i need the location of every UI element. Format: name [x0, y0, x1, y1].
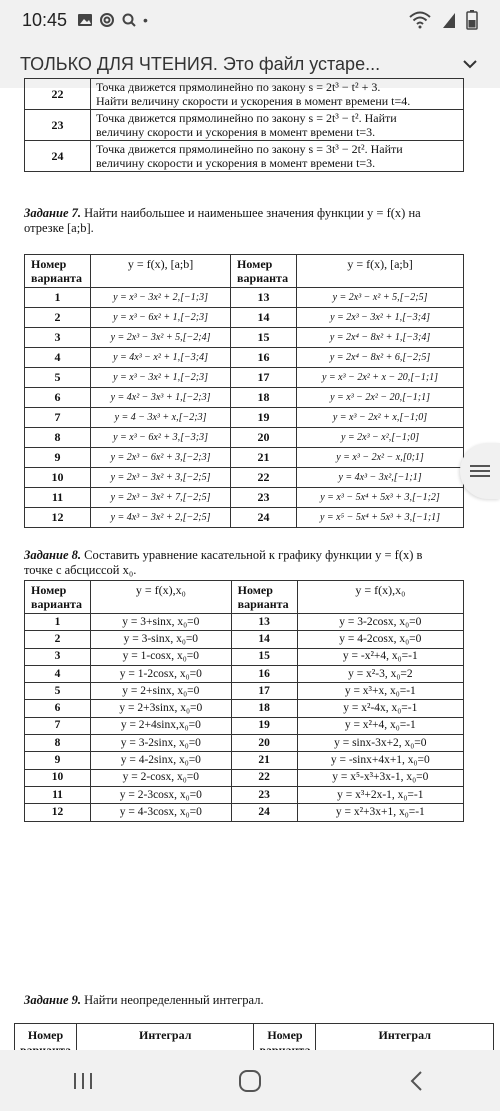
variant-number: 18 — [231, 388, 297, 408]
task9-description: Найти неопределенный интеграл. — [84, 993, 264, 1007]
task7-text — [24, 206, 454, 236]
variant-function: y = 4-3cosx, x₀=0 — [91, 804, 232, 821]
variant-number: 2 — [25, 308, 91, 328]
variant-number: 6 — [25, 700, 91, 717]
banner-text: ТОЛЬКО ДЛЯ ЧТЕНИЯ. Это файл устаре... — [20, 53, 381, 74]
variant-number: 5 — [25, 683, 91, 700]
variant-number: 11 — [25, 488, 91, 508]
variant-number: 4 — [25, 348, 91, 368]
variant-text-line-2: величину скорости и ускорения в момент времени t=3. — [96, 156, 376, 170]
more-notifications-dot: • — [143, 12, 148, 28]
scroll-grip-icon — [468, 464, 492, 478]
task8-text — [24, 548, 454, 578]
variant-number: 15 — [231, 648, 297, 665]
variant-function: y = 3-2cosx, x₀=0 — [297, 614, 463, 631]
variant-function: y = x²-3, x₀=2 — [297, 665, 463, 682]
variant-function: y = 4x³ − 3x²,[−1;1] — [297, 468, 464, 488]
table-row — [25, 141, 464, 172]
task9-header-int-2: Интеграл — [316, 1024, 494, 1063]
variant-function: y = 2+3sinx, x₀=0 — [91, 700, 232, 717]
variant-function: y = 2x³ − x² + 5,[−2;5] — [297, 288, 464, 308]
task8-description: Составить уравнение касательной к графику функции y = f(x) в точке с абсциссой x₀. — [24, 548, 423, 577]
table-row — [25, 631, 464, 648]
variant-number: 15 — [231, 328, 297, 348]
signal-icon — [442, 11, 456, 29]
variant-number: 12 — [25, 508, 91, 528]
task7-header-fx-1: y = f(x), [a;b] — [91, 255, 231, 288]
variant-function: y = 3+sinx, x₀=0 — [91, 614, 232, 631]
recents-button[interactable] — [63, 1061, 103, 1101]
variant-function: y = x³ − 5x⁴ + 5x³ + 3,[−1;2] — [297, 488, 464, 508]
table-row — [25, 288, 464, 308]
variant-text-line-1: Точка движется прямолинейно по закону s = 2t³ − t². Найти — [96, 111, 397, 125]
variant-function: y = x³ − 3x² + 1,[−2;3] — [91, 368, 231, 388]
variant-function: y = x³+x, x₀=-1 — [297, 683, 463, 700]
variant-number: 9 — [25, 448, 91, 468]
table-row — [25, 752, 464, 769]
variant-function: y = 4-2sinx, x₀=0 — [91, 752, 232, 769]
variant-function: y = x²-4x, x₀=-1 — [297, 700, 463, 717]
table-row — [25, 665, 464, 682]
task9-text — [24, 993, 454, 1008]
variant-number: 11 — [25, 786, 91, 803]
back-icon — [407, 1069, 427, 1093]
table-row — [25, 448, 464, 468]
variant-number: 19 — [231, 408, 297, 428]
table-row — [25, 328, 464, 348]
table-row — [25, 468, 464, 488]
table-row — [25, 683, 464, 700]
variant-number: 23 — [25, 110, 91, 141]
variant-function: y = x³ − 6x² + 3,[−3;3] — [91, 428, 231, 448]
task6-table-tail — [24, 78, 464, 172]
table-row — [25, 508, 464, 528]
variant-text — [91, 79, 464, 110]
back-button[interactable] — [397, 1061, 437, 1101]
variant-function: y = x³ − 2x² + x − 20,[−1;1] — [297, 368, 464, 388]
variant-number: 20 — [231, 735, 297, 752]
task8-header-num-2: Номер варианта — [231, 581, 297, 614]
task7-table — [24, 254, 464, 528]
fast-scroll-handle[interactable] — [460, 443, 500, 499]
variant-function: y = 2+sinx, x₀=0 — [91, 683, 232, 700]
variant-function: y = 4x³ − x² + 1,[−3;4] — [91, 348, 231, 368]
variant-number: 6 — [25, 388, 91, 408]
table-row — [25, 408, 464, 428]
table-row — [25, 348, 464, 368]
variant-function: y = 3-sinx, x₀=0 — [91, 631, 232, 648]
variant-function: y = x³ − 2x² − x,[0;1] — [297, 448, 464, 468]
variant-function: y = x³ − 2x² + x,[−1;0] — [297, 408, 464, 428]
variant-function: y = x³ − 3x² + 2,[−1;3] — [91, 288, 231, 308]
task8-header-fx-2: y = f(x),x₀ — [297, 581, 463, 614]
task9-header-num-1: Номер — [15, 1024, 77, 1063]
variant-number: 7 — [25, 717, 91, 734]
variant-number: 16 — [231, 348, 297, 368]
variant-number: 5 — [25, 368, 91, 388]
variant-function: y = 2-3cosx, x₀=0 — [91, 786, 232, 803]
search-icon — [121, 12, 137, 28]
task7-title: Задание 7. — [24, 206, 82, 220]
variant-function: y = 1-cosx, x₀=0 — [91, 648, 232, 665]
variant-function: y = -x²+4, x₀=-1 — [297, 648, 463, 665]
variant-function: y = x⁵-x³+3x-1, x₀=0 — [297, 769, 463, 786]
task7-description: Найти наибольшее и наименьшее значения функции y = f(x) на отрезке [a;b]. — [24, 206, 421, 235]
variant-function: y = -sinx+4x+1, x₀=0 — [297, 752, 463, 769]
variant-number: 14 — [231, 631, 297, 648]
variant-number: 18 — [231, 700, 297, 717]
variant-text-line-2: Найти величину скорости и ускорения в момент времени t=4. — [96, 94, 411, 108]
variant-number: 14 — [231, 308, 297, 328]
variant-function: y = 2x³ − 3x² + 7,[−2;5] — [91, 488, 231, 508]
table-row — [25, 79, 464, 110]
variant-number: 23 — [231, 488, 297, 508]
status-bar — [0, 0, 500, 40]
variant-function: y = 2-cosx, x₀=0 — [91, 769, 232, 786]
image-icon — [77, 12, 93, 28]
variant-number: 21 — [231, 752, 297, 769]
recents-icon — [72, 1071, 94, 1091]
variant-function: y = 3-2sinx, x₀=0 — [91, 735, 232, 752]
task7-header-num-2: Номер варианта — [231, 255, 297, 288]
variant-number: 10 — [25, 769, 91, 786]
variant-number: 8 — [25, 735, 91, 752]
variant-text-line-1: Точка движется прямолинейно по закону s = 2t³ − t² + 3. — [96, 80, 381, 94]
status-notification-icons — [77, 12, 148, 28]
table-row — [25, 368, 464, 388]
variant-number: 13 — [231, 288, 297, 308]
variant-function: y = x³ − 6x² + 1,[−2;3] — [91, 308, 231, 328]
variant-function: y = 4x² − 3x³ + 1,[−2;3] — [91, 388, 231, 408]
table-row — [25, 786, 464, 803]
variant-number: 22 — [231, 769, 297, 786]
variant-number: 24 — [25, 141, 91, 172]
table-row — [25, 717, 464, 734]
table-row — [25, 388, 464, 408]
table-row — [25, 735, 464, 752]
table-row — [25, 110, 464, 141]
document-viewport[interactable] — [0, 80, 500, 1050]
variant-function: y = x²+3x+1, x₀=-1 — [297, 804, 463, 821]
status-right-icons — [408, 10, 478, 30]
variant-function: y = 2x³ − 3x² + 1,[−3;4] — [297, 308, 464, 328]
task9-header-num-2: Номер — [254, 1024, 316, 1063]
table-row — [25, 700, 464, 717]
variant-number: 19 — [231, 717, 297, 734]
variant-function: y = x³ − 2x² − 20,[−1;1] — [297, 388, 464, 408]
variant-text — [91, 141, 464, 172]
variant-number: 20 — [231, 428, 297, 448]
at-sign-icon — [99, 12, 115, 28]
variant-function: y = 2x³ − 3x² + 3,[−2;5] — [91, 468, 231, 488]
status-time: 10:45 — [22, 9, 68, 30]
variant-function: y = 4x³ − 3x² + 2,[−2;5] — [91, 508, 231, 528]
variant-number: 13 — [231, 614, 297, 631]
variant-function: y = x²+4, x₀=-1 — [297, 717, 463, 734]
variant-function: y = 2x⁴ − 8x² + 1,[−3;4] — [297, 328, 464, 348]
variant-number: 17 — [231, 368, 297, 388]
navigation-bar — [0, 1050, 500, 1111]
battery-icon — [466, 10, 478, 30]
variant-number: 12 — [25, 804, 91, 821]
variant-function: y = 2x³ − 6x² + 3,[−2;3] — [91, 448, 231, 468]
task8-title: Задание 8. — [24, 548, 82, 562]
variant-number: 10 — [25, 468, 91, 488]
variant-text — [91, 110, 464, 141]
chevron-down-icon[interactable] — [460, 54, 480, 74]
table-row — [25, 648, 464, 665]
wifi-icon — [408, 11, 432, 29]
variant-function: y = 2x³ − x²,[−1;0] — [297, 428, 464, 448]
variant-function: y = 4 − 3x³ + x,[−2;3] — [91, 408, 231, 428]
table-row — [25, 488, 464, 508]
table-row — [25, 769, 464, 786]
variant-function: y = sinx-3x+2, x₀=0 — [297, 735, 463, 752]
task9-title: Задание 9. — [24, 993, 82, 1007]
variant-number: 7 — [25, 408, 91, 428]
variant-text-line-1: Точка движется прямолинейно по закону s = 3t³ − 2t². Найти — [96, 142, 403, 156]
home-icon — [238, 1069, 262, 1093]
task8-table — [24, 580, 464, 822]
task7-header-fx-2: y = f(x), [a;b] — [297, 255, 464, 288]
variant-number: 21 — [231, 448, 297, 468]
variant-number: 1 — [25, 288, 91, 308]
variant-number: 3 — [25, 648, 91, 665]
table-row — [25, 614, 464, 631]
variant-number: 2 — [25, 631, 91, 648]
variant-function: y = 2x³ − 3x² + 5,[−2;4] — [91, 328, 231, 348]
variant-number: 9 — [25, 752, 91, 769]
table-row — [25, 428, 464, 448]
variant-number: 23 — [231, 786, 297, 803]
variant-function: y = x⁵ − 5x⁴ + 5x³ + 3,[−1;1] — [297, 508, 464, 528]
table-row — [25, 804, 464, 821]
task8-header-num-1: Номер варианта — [25, 581, 91, 614]
variant-text-line-2: величину скорости и ускорения в момент времени t=3. — [96, 125, 376, 139]
variant-number: 22 — [25, 79, 91, 110]
variant-number: 17 — [231, 683, 297, 700]
variant-function: y = 4-2cosx, x₀=0 — [297, 631, 463, 648]
variant-number: 8 — [25, 428, 91, 448]
variant-function: y = 2+4sinx,x₀=0 — [91, 717, 232, 734]
variant-function: y = 1-2cosx, x₀=0 — [91, 665, 232, 682]
variant-number: 4 — [25, 665, 91, 682]
variant-number: 16 — [231, 665, 297, 682]
home-button[interactable] — [230, 1061, 270, 1101]
table-row — [25, 308, 464, 328]
variant-function: y = x³+2x-1, x₀=-1 — [297, 786, 463, 803]
task8-header-fx-1: y = f(x),x₀ — [91, 581, 232, 614]
task9-header-int-1: Интеграл — [76, 1024, 254, 1063]
task7-header-num-1: Номер варианта — [25, 255, 91, 288]
variant-function: y = 2x⁴ − 8x² + 6,[−2;5] — [297, 348, 464, 368]
variant-number: 24 — [231, 508, 297, 528]
variant-number: 3 — [25, 328, 91, 348]
variant-number: 24 — [231, 804, 297, 821]
variant-number: 1 — [25, 614, 91, 631]
variant-number: 22 — [231, 468, 297, 488]
